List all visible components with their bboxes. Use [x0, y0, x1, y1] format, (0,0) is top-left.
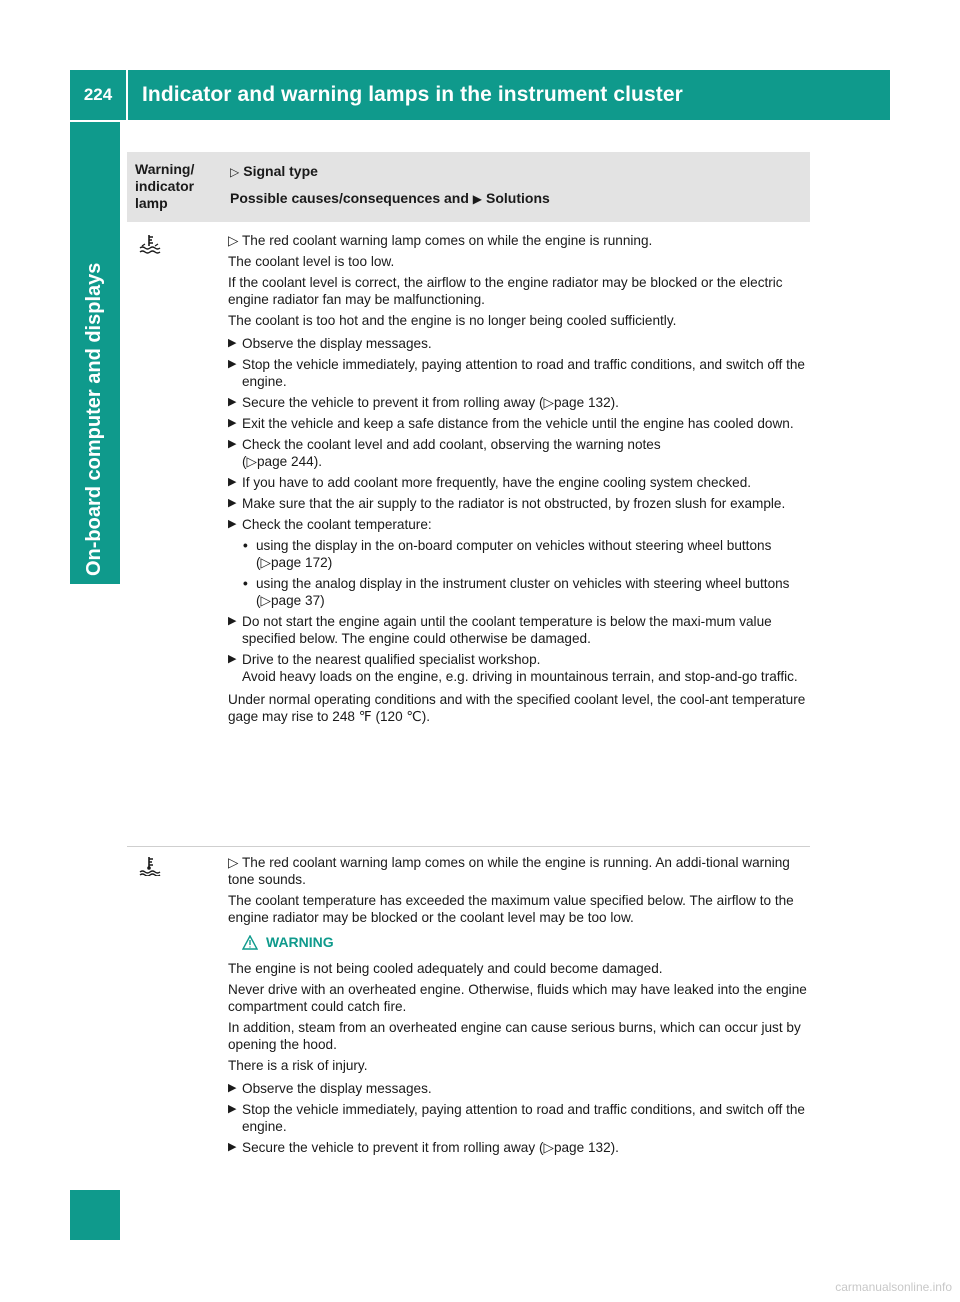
page-title: Indicator and warning lamps in the instrument cluster — [142, 83, 683, 106]
warning-label: WARNING — [266, 934, 334, 950]
side-tab-label-wrap — [70, 122, 120, 584]
step-arrow-icon: ▶ — [228, 1082, 237, 1094]
cause-text: If the coolant level is correct, the airflow to the engine radiator may be blocked or the electric engine radiator fan may be malfunctioning. — [228, 275, 783, 307]
page-number: 224 — [83, 85, 113, 104]
solution-step: ▶ Exit the vehicle and keep a safe distance from the vehicle until the engine has cooled down. — [228, 416, 794, 431]
page-ref-icon: ▷ — [543, 395, 554, 410]
step-arrow-icon: ▶ — [228, 653, 237, 665]
solution-note: Avoid heavy loads on the engine, e.g. driving in mountainous terrain, and stop-and-go traffic. — [242, 669, 798, 684]
note-text: Under normal operating conditions and with the specified coolant level, the cool-ant temperature gage may rise to 248 ℉ (120 ℃). — [228, 692, 806, 724]
signal-text: The red coolant warning lamp comes on while the engine is running. — [242, 233, 653, 248]
warning-heading — [242, 934, 808, 951]
side-tab-label: On-board computer and displays — [83, 262, 105, 576]
solution-step: ▶ Stop the vehicle immediately, paying attention to road and traffic conditions, and switch off the engine. — [228, 357, 805, 389]
column-header-lamp-line2: indicator — [135, 178, 195, 194]
cause-text: The coolant level is too low. — [228, 254, 395, 269]
cause-text: The coolant temperature has exceeded the maximum value specified below. The airflow to the engine radiator may be blocked or the coolant level may be too low. — [228, 893, 794, 925]
side-tab-marker — [70, 1190, 120, 1240]
signal-type-label: Signal type — [243, 163, 318, 179]
column-header-lamp-line3: lamp — [135, 195, 168, 211]
step-arrow-icon: ▶ — [228, 417, 237, 429]
signal-triangle-icon: ▷ — [228, 233, 242, 248]
page-ref-icon: ▷ — [246, 454, 257, 469]
solution-step: ▶ Check the coolant level and add coolant, observing the warning notes (▷page 244). — [228, 437, 661, 469]
step-arrow-icon: ▶ — [228, 358, 237, 370]
step-arrow-icon: ▶ — [228, 396, 237, 408]
page-ref[interactable]: page 172) — [271, 555, 333, 570]
sub-bullet: • using the analog display in the instrument cluster on vehicles with steering wheel buttons (▷page 37) — [243, 576, 790, 608]
solution-step: ▶ Check the coolant temperature: — [228, 517, 432, 532]
coolant-temperature-icon — [139, 856, 161, 876]
solution-step: ▶ Secure the vehicle to prevent it from rolling away (▷page 132). — [228, 1140, 619, 1155]
signal-triangle-icon: ▷ — [228, 855, 242, 870]
watermark: carmanualsonline.info — [835, 1280, 952, 1294]
warning-text: Never drive with an overheated engine. Otherwise, fluids which may have leaked into the engine compartment could catch fire. — [228, 982, 807, 1014]
solution-step: ▶ Observe the display messages. — [228, 1081, 432, 1096]
solution-step: ▶ Observe the display messages. — [228, 336, 432, 351]
cause-text: The coolant is too hot and the engine is no longer being cooled sufficiently. — [228, 313, 677, 328]
solution-step: ▶ Secure the vehicle to prevent it from rolling away (▷page 132). — [228, 395, 619, 410]
solution-step: ▶ Stop the vehicle immediately, paying attention to road and traffic conditions, and switch off the engine. — [228, 1102, 805, 1134]
page-ref-icon: ▷ — [260, 593, 271, 608]
solution-step: ▶ Do not start the engine again until the coolant temperature is below the maxi-mum value specified below. The engine could otherwise be damaged. — [228, 614, 772, 646]
page-ref-icon: ▷ — [260, 555, 271, 570]
bullet-dot-icon: • — [243, 538, 248, 553]
step-arrow-icon: ▶ — [228, 1103, 237, 1115]
page-ref[interactable]: page 37) — [271, 593, 325, 608]
row-content — [228, 232, 808, 729]
signal-text: The red coolant warning lamp comes on while the engine is running. An addi-tional warning tone sounds. — [228, 855, 790, 887]
column-header-lamp — [135, 161, 194, 212]
warning-text: In addition, steam from an overheated engine can cause serious burns, which can occur just by opening the hood. — [228, 1020, 801, 1052]
page-header — [70, 70, 890, 120]
page-ref[interactable]: page 132). — [553, 1140, 619, 1155]
page-ref[interactable]: page 132). — [553, 395, 619, 410]
solution-arrow-icon: ▶ — [472, 192, 483, 206]
solution-step: ▶ Drive to the nearest qualified specialist workshop. Avoid heavy loads on the engine, e.g. driving in mountainous terrain, and stop-and-go traffic. — [228, 652, 798, 684]
warning-triangle-icon — [242, 935, 258, 950]
warning-text: There is a risk of injury. — [228, 1058, 368, 1073]
solutions-label: Solutions — [486, 190, 550, 206]
row-content — [228, 854, 808, 1160]
step-arrow-icon: ▶ — [228, 1141, 237, 1153]
column-header-lamp-line1: Warning/ — [135, 161, 195, 177]
solution-step: ▶ If you have to add coolant more frequently, have the engine cooling system checked. — [228, 475, 752, 490]
causes-label: Possible causes/consequences and — [230, 190, 469, 206]
sub-bullet: • using the display in the on-board computer on vehicles without steering wheel buttons (▷page 172) — [243, 538, 772, 570]
step-arrow-icon: ▶ — [228, 615, 237, 627]
header-divider — [126, 70, 128, 120]
table-header — [127, 152, 810, 222]
step-arrow-icon: ▶ — [228, 438, 237, 450]
warning-text: The engine is not being cooled adequately and could become damaged. — [228, 961, 663, 976]
column-header-signal — [230, 163, 550, 206]
solution-step: ▶ Make sure that the air supply to the radiator is not obstructed, by frozen slush for example. — [228, 496, 786, 511]
step-arrow-icon: ▶ — [228, 518, 237, 530]
row-divider — [127, 846, 810, 847]
bullet-dot-icon: • — [243, 576, 248, 591]
step-arrow-icon: ▶ — [228, 337, 237, 349]
page-ref[interactable]: page 244). — [257, 454, 323, 469]
step-arrow-icon: ▶ — [228, 476, 237, 488]
coolant-level-icon — [139, 234, 161, 254]
page-ref-icon: ▷ — [543, 1140, 554, 1155]
signal-triangle-icon: ▷ — [230, 165, 240, 179]
step-arrow-icon: ▶ — [228, 497, 237, 509]
